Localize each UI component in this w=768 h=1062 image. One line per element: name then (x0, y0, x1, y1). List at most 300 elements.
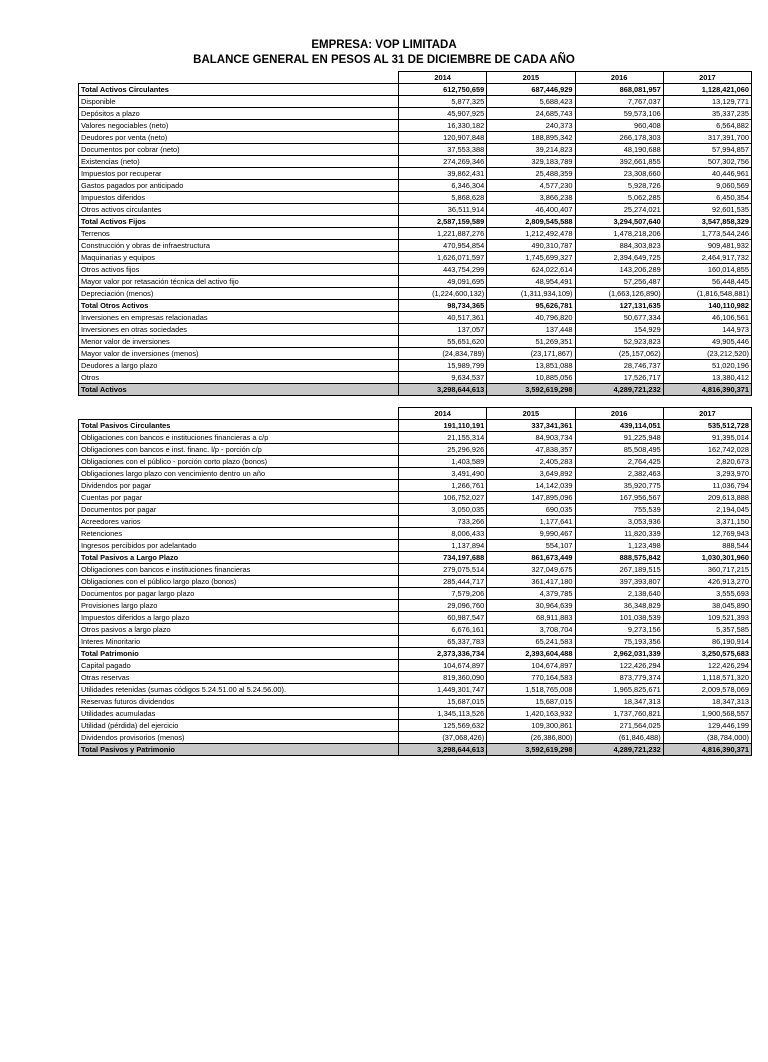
row-label: Total Activos Fijos (79, 216, 399, 228)
row-label: Impuestos diferidos (79, 192, 399, 204)
row-label: Capital pagado (79, 660, 399, 672)
value-cell: 426,913,270 (663, 576, 751, 588)
value-cell: 56,448,445 (663, 276, 751, 288)
value-cell: 4,577,230 (487, 180, 575, 192)
row-label: Otros activos fijos (79, 264, 399, 276)
value-cell: 4,379,785 (487, 588, 575, 600)
table-row (79, 528, 752, 540)
value-cell: 888,544 (663, 540, 751, 552)
value-cell: 91,225,948 (575, 432, 663, 444)
value-cell: 35,337,235 (663, 108, 751, 120)
table-row (79, 456, 752, 468)
table-row (79, 732, 752, 744)
value-cell: (1,816,548,881) (663, 288, 751, 300)
value-cell: 160,014,855 (663, 264, 751, 276)
value-cell: 4,816,390,371 (663, 744, 751, 756)
value-cell: 101,038,539 (575, 612, 663, 624)
value-cell: 490,310,787 (487, 240, 575, 252)
value-cell: 470,954,854 (399, 240, 487, 252)
table-row (79, 348, 752, 360)
value-cell: 267,189,515 (575, 564, 663, 576)
value-cell: 75,193,356 (575, 636, 663, 648)
table-row (79, 696, 752, 708)
table-row (79, 432, 752, 444)
value-cell: 5,357,585 (663, 624, 751, 636)
value-cell: 6,676,161 (399, 624, 487, 636)
value-cell: 755,539 (575, 504, 663, 516)
year-header: 2017 (663, 72, 751, 84)
value-cell: 2,587,159,589 (399, 216, 487, 228)
value-cell: 3,298,644,613 (399, 744, 487, 756)
row-label: Deudores a largo plazo (79, 360, 399, 372)
year-header-row (79, 72, 752, 84)
value-cell: 1,403,589 (399, 456, 487, 468)
table-row (79, 576, 752, 588)
value-cell: 2,373,336,734 (399, 648, 487, 660)
value-cell: 129,446,199 (663, 720, 751, 732)
value-cell: 2,382,463 (575, 468, 663, 480)
value-cell: 47,838,357 (487, 444, 575, 456)
value-cell: 443,754,299 (399, 264, 487, 276)
value-cell: 49,091,695 (399, 276, 487, 288)
value-cell: 49,905,446 (663, 336, 751, 348)
value-cell: 1,345,113,526 (399, 708, 487, 720)
value-cell: 687,446,929 (487, 84, 575, 96)
value-cell: 5,688,423 (487, 96, 575, 108)
row-label: Retenciones (79, 528, 399, 540)
value-cell: 109,300,861 (487, 720, 575, 732)
table-row (79, 636, 752, 648)
row-label: Utilidad (pérdida) del ejercicio (79, 720, 399, 732)
table-row (79, 492, 752, 504)
value-cell: 140,110,982 (663, 300, 751, 312)
row-label: Utilidades acumuladas (79, 708, 399, 720)
value-cell: (38,784,000) (663, 732, 751, 744)
value-cell: 147,895,096 (487, 492, 575, 504)
row-label: Obligaciones con el público largo plazo (bonos) (79, 576, 399, 588)
row-label: Disponible (79, 96, 399, 108)
year-header: 2017 (663, 408, 751, 420)
value-cell: 65,241,583 (487, 636, 575, 648)
row-label: Impuestos por recuperar (79, 168, 399, 180)
value-cell: 884,303,823 (575, 240, 663, 252)
table-row (79, 312, 752, 324)
table-row (79, 372, 752, 384)
value-cell: 1,773,544,246 (663, 228, 751, 240)
row-label: Otras reservas (79, 672, 399, 684)
row-label: Gastos pagados por anticipado (79, 180, 399, 192)
row-label: Otros activos circulantes (79, 204, 399, 216)
value-cell: 3,250,575,683 (663, 648, 751, 660)
value-cell: 888,575,842 (575, 552, 663, 564)
table-row (79, 720, 752, 732)
value-cell: 3,053,936 (575, 516, 663, 528)
value-cell: 2,393,604,488 (487, 648, 575, 660)
value-cell: 1,900,568,557 (663, 708, 751, 720)
table-row (79, 336, 752, 348)
year-header-row (79, 408, 752, 420)
table-row (79, 564, 752, 576)
row-label: Inversiones en otras sociedades (79, 324, 399, 336)
table-row (79, 276, 752, 288)
row-label: Otros (79, 372, 399, 384)
value-cell: 57,994,857 (663, 144, 751, 156)
value-cell: 5,877,325 (399, 96, 487, 108)
row-label: Total Otros Activos (79, 300, 399, 312)
value-cell: 3,592,619,298 (487, 384, 575, 396)
value-cell: (23,212,520) (663, 348, 751, 360)
value-cell: 50,677,334 (575, 312, 663, 324)
value-cell: 2,009,578,069 (663, 684, 751, 696)
value-cell: 1,212,492,478 (487, 228, 575, 240)
value-cell: 9,060,569 (663, 180, 751, 192)
row-label: Acreedores varios (79, 516, 399, 528)
value-cell: 439,114,051 (575, 420, 663, 432)
value-cell: 3,592,619,298 (487, 744, 575, 756)
value-cell: 209,613,888 (663, 492, 751, 504)
row-label: Provisiones largo plazo (79, 600, 399, 612)
value-cell: 1,118,571,320 (663, 672, 751, 684)
value-cell: 122,426,294 (575, 660, 663, 672)
value-cell: (23,171,867) (487, 348, 575, 360)
value-cell: 4,289,721,232 (575, 744, 663, 756)
year-header: 2014 (399, 408, 487, 420)
value-cell: 51,020,196 (663, 360, 751, 372)
value-cell: 40,517,361 (399, 312, 487, 324)
value-cell: 6,564,882 (663, 120, 751, 132)
value-cell: 279,075,514 (399, 564, 487, 576)
value-cell: 397,393,807 (575, 576, 663, 588)
value-cell: 39,214,823 (487, 144, 575, 156)
value-cell: 770,164,583 (487, 672, 575, 684)
value-cell: 1,518,765,008 (487, 684, 575, 696)
year-header: 2016 (575, 408, 663, 420)
row-label: Documentos por pagar largo plazo (79, 588, 399, 600)
value-cell: 1,030,301,960 (663, 552, 751, 564)
value-cell: 104,674,897 (399, 660, 487, 672)
value-cell: 3,050,035 (399, 504, 487, 516)
row-label: Total Pasivos Circulantes (79, 420, 399, 432)
table-row (79, 600, 752, 612)
value-cell: 4,289,721,232 (575, 384, 663, 396)
value-cell: 25,274,021 (575, 204, 663, 216)
value-cell: 137,448 (487, 324, 575, 336)
value-cell: 266,178,303 (575, 132, 663, 144)
value-cell: 104,674,897 (487, 660, 575, 672)
table-row (79, 468, 752, 480)
value-cell: 17,526,717 (575, 372, 663, 384)
value-cell: 191,110,191 (399, 420, 487, 432)
row-label: Existencias (neto) (79, 156, 399, 168)
value-cell: 733,266 (399, 516, 487, 528)
value-cell: 1,626,071,597 (399, 252, 487, 264)
value-cell: (1,663,126,890) (575, 288, 663, 300)
value-cell: 39,862,431 (399, 168, 487, 180)
value-cell: 65,337,783 (399, 636, 487, 648)
value-cell: 98,734,365 (399, 300, 487, 312)
report-title: BALANCE GENERAL EN PESOS AL 31 DE DICIEMBRE DE CADA AÑO (193, 54, 575, 66)
table-row (79, 420, 752, 432)
value-cell: 36,348,829 (575, 600, 663, 612)
table-row (79, 132, 752, 144)
value-cell: 36,511,914 (399, 204, 487, 216)
value-cell: 507,302,756 (663, 156, 751, 168)
table-row (79, 384, 752, 396)
year-header: 2015 (487, 72, 575, 84)
value-cell: 52,923,823 (575, 336, 663, 348)
table-row (79, 144, 752, 156)
value-cell: (26,386,800) (487, 732, 575, 744)
table-row (79, 180, 752, 192)
value-cell: 24,685,743 (487, 108, 575, 120)
assets-table (78, 71, 752, 396)
value-cell: 909,481,932 (663, 240, 751, 252)
value-cell: 143,206,289 (575, 264, 663, 276)
row-label: Interes Minoritario (79, 636, 399, 648)
row-label: Documentos por cobrar (neto) (79, 144, 399, 156)
value-cell: 9,273,156 (575, 624, 663, 636)
row-label: Inversiones en empresas relacionadas (79, 312, 399, 324)
value-cell: 16,330,182 (399, 120, 487, 132)
value-cell: 1,221,887,276 (399, 228, 487, 240)
value-cell: 690,035 (487, 504, 575, 516)
value-cell: 861,673,449 (487, 552, 575, 564)
value-cell: 91,395,014 (663, 432, 751, 444)
row-label: Maquinarias y equipos (79, 252, 399, 264)
value-cell: 162,742,028 (663, 444, 751, 456)
row-label: Valores negociables (neto) (79, 120, 399, 132)
value-cell: 1,177,641 (487, 516, 575, 528)
value-cell: 25,488,359 (487, 168, 575, 180)
table-row (79, 120, 752, 132)
row-label: Obligaciones con bancos e instituciones financieras (79, 564, 399, 576)
value-cell: 5,928,726 (575, 180, 663, 192)
table-row (79, 744, 752, 756)
year-header: 2015 (487, 408, 575, 420)
company-title: EMPRESA: VOP LIMITADA (311, 39, 457, 51)
table-row (79, 624, 752, 636)
value-cell: 2,405,283 (487, 456, 575, 468)
table-row (79, 252, 752, 264)
value-cell: 554,107 (487, 540, 575, 552)
value-cell: 392,661,855 (575, 156, 663, 168)
value-cell: 624,022,614 (487, 264, 575, 276)
row-label: Otros pasivos a largo plazo (79, 624, 399, 636)
value-cell: 137,057 (399, 324, 487, 336)
value-cell: 29,096,760 (399, 600, 487, 612)
row-label: Total Activos (79, 384, 399, 396)
value-cell: 960,408 (575, 120, 663, 132)
row-label: Mayor valor de inversiones (menos) (79, 348, 399, 360)
value-cell: 535,512,728 (663, 420, 751, 432)
value-cell: 46,400,407 (487, 204, 575, 216)
value-cell: 3,298,644,613 (399, 384, 487, 396)
value-cell: 10,885,056 (487, 372, 575, 384)
value-cell: 3,555,693 (663, 588, 751, 600)
value-cell: 5,868,628 (399, 192, 487, 204)
row-label: Total Pasivos y Patrimonio (79, 744, 399, 756)
value-cell: 1,737,760,821 (575, 708, 663, 720)
value-cell: 1,266,761 (399, 480, 487, 492)
row-label: Impuestos diferidos a largo plazo (79, 612, 399, 624)
table-row (79, 660, 752, 672)
row-label: Total Activos Circulantes (79, 84, 399, 96)
liabilities-body (79, 408, 752, 756)
value-cell: 40,446,961 (663, 168, 751, 180)
table-row (79, 156, 752, 168)
table-row (79, 504, 752, 516)
value-cell: 109,521,393 (663, 612, 751, 624)
value-cell: 873,779,374 (575, 672, 663, 684)
value-cell: 6,450,354 (663, 192, 751, 204)
value-cell: 3,293,970 (663, 468, 751, 480)
value-cell: 3,294,507,640 (575, 216, 663, 228)
year-header: 2014 (399, 72, 487, 84)
table-row (79, 684, 752, 696)
value-cell: 38,045,890 (663, 600, 751, 612)
value-cell: 361,417,180 (487, 576, 575, 588)
year-header: 2016 (575, 72, 663, 84)
row-label: Depósitos a plazo (79, 108, 399, 120)
value-cell: 1,478,218,206 (575, 228, 663, 240)
value-cell: 11,820,339 (575, 528, 663, 540)
value-cell: 46,106,561 (663, 312, 751, 324)
value-cell: 51,269,351 (487, 336, 575, 348)
value-cell: (37,068,426) (399, 732, 487, 744)
value-cell: 154,929 (575, 324, 663, 336)
value-cell: 2,820,673 (663, 456, 751, 468)
value-cell: 317,391,700 (663, 132, 751, 144)
row-label: Terrenos (79, 228, 399, 240)
value-cell: (61,846,488) (575, 732, 663, 744)
table-row (79, 324, 752, 336)
value-cell: 5,062,285 (575, 192, 663, 204)
value-cell: 106,752,027 (399, 492, 487, 504)
assets-body (79, 72, 752, 396)
value-cell: 18,347,313 (575, 696, 663, 708)
value-cell: 60,987,547 (399, 612, 487, 624)
table-row (79, 552, 752, 564)
value-cell: 48,190,688 (575, 144, 663, 156)
liabilities-table (78, 407, 752, 756)
value-cell: 329,183,789 (487, 156, 575, 168)
value-cell: 2,464,917,732 (663, 252, 751, 264)
row-label: Documentos por pagar (79, 504, 399, 516)
value-cell: 7,579,206 (399, 588, 487, 600)
table-row (79, 240, 752, 252)
value-cell: 360,717,215 (663, 564, 751, 576)
table-row (79, 540, 752, 552)
header-blank-cell (79, 72, 399, 84)
table-row (79, 516, 752, 528)
value-cell: 9,990,467 (487, 528, 575, 540)
value-cell: 86,190,914 (663, 636, 751, 648)
value-cell: 18,347,313 (663, 696, 751, 708)
value-cell: (25,157,062) (575, 348, 663, 360)
value-cell: 55,651,620 (399, 336, 487, 348)
row-label: Reservas futuros dividendos (79, 696, 399, 708)
row-label: Utilidades retenidas (sumas códigos 5.24.51.00 al 5.24.56.00). (79, 684, 399, 696)
value-cell: 1,123,498 (575, 540, 663, 552)
value-cell: 13,851,088 (487, 360, 575, 372)
table-row (79, 588, 752, 600)
value-cell: 48,954,491 (487, 276, 575, 288)
value-cell: 28,746,737 (575, 360, 663, 372)
value-cell: 2,394,649,725 (575, 252, 663, 264)
row-label: Obligaciones con bancos e instituciones financieras a c/p (79, 432, 399, 444)
value-cell: 57,256,487 (575, 276, 663, 288)
row-label: Cuentas por pagar (79, 492, 399, 504)
value-cell: 274,269,346 (399, 156, 487, 168)
row-label: Mayor valor por retasación técnica del activo fijo (79, 276, 399, 288)
table-row (79, 648, 752, 660)
value-cell: 144,973 (663, 324, 751, 336)
table-row (79, 480, 752, 492)
table-row (79, 168, 752, 180)
value-cell: 15,687,015 (399, 696, 487, 708)
row-label: Menor valor de inversiones (79, 336, 399, 348)
value-cell: 3,491,490 (399, 468, 487, 480)
value-cell: 7,767,037 (575, 96, 663, 108)
value-cell: 9,634,537 (399, 372, 487, 384)
section-gap (0, 396, 768, 407)
row-label: Total Patrimonio (79, 648, 399, 660)
row-label: Dividendos provisorios (menos) (79, 732, 399, 744)
value-cell: 127,131,635 (575, 300, 663, 312)
value-cell: 3,708,704 (487, 624, 575, 636)
value-cell: 734,197,688 (399, 552, 487, 564)
value-cell: 40,796,820 (487, 312, 575, 324)
row-label: Ingresos percibidos por adelantado (79, 540, 399, 552)
row-label: Obligaciones con bancos e inst. financ. l/p - porción c/p (79, 444, 399, 456)
table-row (79, 672, 752, 684)
value-cell: 2,962,031,339 (575, 648, 663, 660)
value-cell: 3,547,858,329 (663, 216, 751, 228)
value-cell: 1,137,894 (399, 540, 487, 552)
value-cell: 14,142,039 (487, 480, 575, 492)
value-cell: 819,360,090 (399, 672, 487, 684)
value-cell: 85,508,495 (575, 444, 663, 456)
table-row (79, 300, 752, 312)
header-blank-cell (79, 408, 399, 420)
value-cell: 271,564,025 (575, 720, 663, 732)
value-cell: 337,341,361 (487, 420, 575, 432)
value-cell: 8,006,433 (399, 528, 487, 540)
table-row (79, 708, 752, 720)
table-row (79, 84, 752, 96)
value-cell: 21,155,314 (399, 432, 487, 444)
row-label: Obligaciones con el público - porción corto plazo (bonos) (79, 456, 399, 468)
table-row (79, 360, 752, 372)
value-cell: 13,129,771 (663, 96, 751, 108)
value-cell: 612,750,659 (399, 84, 487, 96)
value-cell: 3,649,892 (487, 468, 575, 480)
value-cell: 2,194,045 (663, 504, 751, 516)
value-cell: 23,308,660 (575, 168, 663, 180)
value-cell: 6,346,304 (399, 180, 487, 192)
value-cell: 2,138,640 (575, 588, 663, 600)
value-cell: 15,687,015 (487, 696, 575, 708)
value-cell: 4,816,390,371 (663, 384, 751, 396)
table-row (79, 216, 752, 228)
value-cell: 35,920,775 (575, 480, 663, 492)
table-row (79, 96, 752, 108)
value-cell: 1,420,163,932 (487, 708, 575, 720)
value-cell: (1,224,600,132) (399, 288, 487, 300)
value-cell: 1,449,301,747 (399, 684, 487, 696)
value-cell: 327,049,675 (487, 564, 575, 576)
value-cell: 25,296,926 (399, 444, 487, 456)
